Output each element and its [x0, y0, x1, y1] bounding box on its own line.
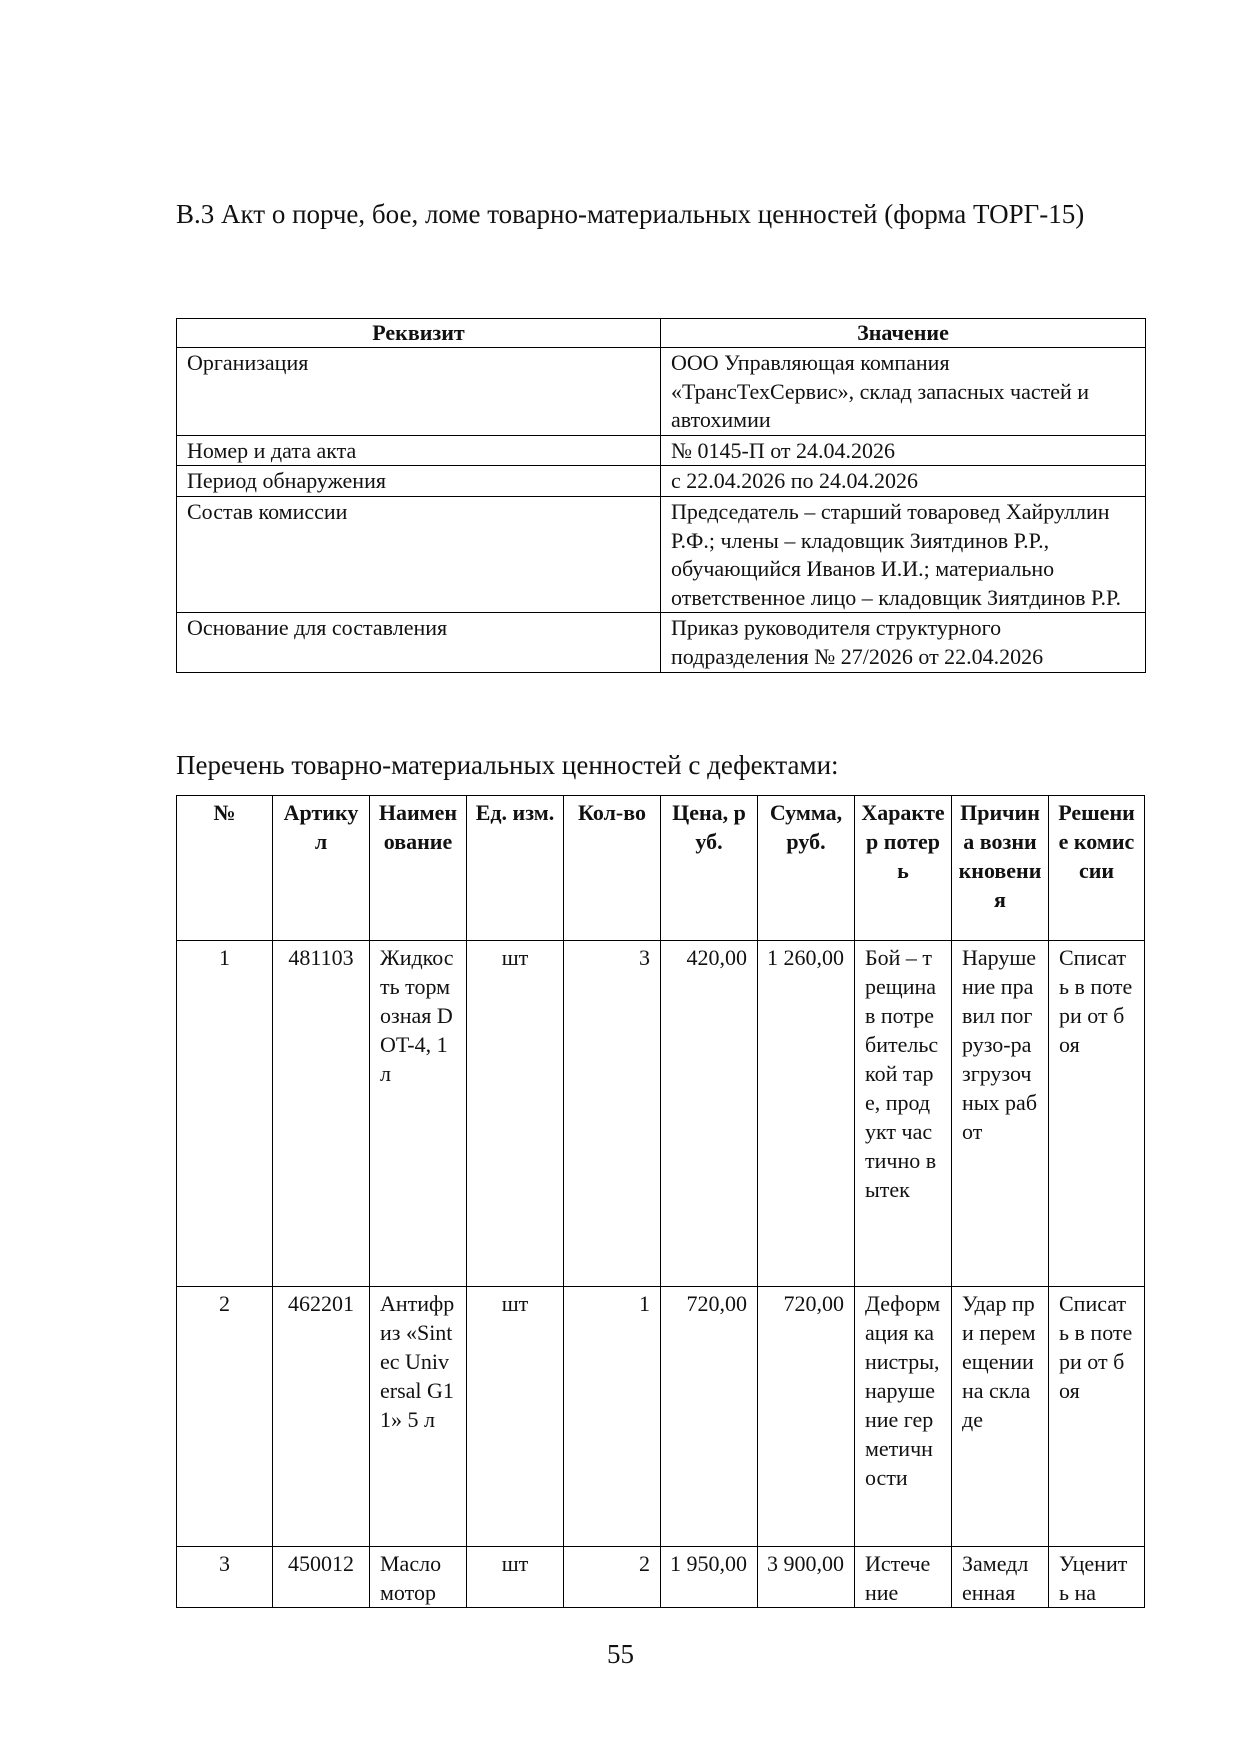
item-number: 3 — [177, 1547, 273, 1608]
table-row — [177, 348, 1146, 436]
item-price: 720,00 — [661, 1287, 758, 1547]
column-header-number: № — [177, 796, 273, 941]
item-article: 450012 — [273, 1547, 370, 1608]
items-list-title: Перечень товарно-материальных ценностей с дефектами: — [176, 750, 839, 780]
item-number: 2 — [177, 1287, 273, 1547]
item-quantity: 1 — [564, 1287, 661, 1547]
table-header-row — [177, 319, 1146, 348]
item-unit: шт — [467, 1287, 564, 1547]
page-number: 55 — [607, 1639, 634, 1669]
item-article: 481103 — [273, 941, 370, 1287]
table-header-row — [177, 796, 1145, 941]
item-price: 1 950,00 — [661, 1547, 758, 1608]
table-row — [177, 1287, 1145, 1547]
item-loss-type: Истечение — [855, 1547, 952, 1608]
item-name: Антифриз «Sintec Universal G11» 5 л — [370, 1287, 467, 1547]
item-name: Жидкость тормозная DOT-4, 1 л — [370, 941, 467, 1287]
table-row — [177, 1547, 1145, 1608]
requisite-value: Председатель – старший товаровед Хайруллин Р.Ф.; члены – кладовщик Зиятдинов Р.Р., обучающийся Иванов И.И.; материально ответственное лицо – кладовщик Зиятдинов Р.Р. — [661, 496, 1146, 612]
item-unit: шт — [467, 1547, 564, 1608]
defective-items-table — [176, 795, 1145, 1608]
column-header-name: Наименование — [370, 796, 467, 941]
column-header-sum: Сумма, руб. — [758, 796, 855, 941]
item-decision: Списать в потери от боя — [1049, 941, 1145, 1287]
column-header-loss-type: Характер потерь — [855, 796, 952, 941]
column-header: Реквизит — [177, 319, 661, 348]
requisite-name: Период обнаружения — [177, 466, 661, 497]
requisite-name: Организация — [177, 348, 661, 436]
column-header-article: Артикул — [273, 796, 370, 941]
column-header-cause: Причина возникновения — [952, 796, 1049, 941]
column-header-unit: Ед. изм. — [467, 796, 564, 941]
requisite-value: с 22.04.2026 по 24.04.2026 — [661, 466, 1146, 497]
table-row — [177, 496, 1146, 612]
column-header-decision: Решение комиссии — [1049, 796, 1145, 941]
item-cause: Удар при перемещении на складе — [952, 1287, 1049, 1547]
requisite-value: № 0145-П от 24.04.2026 — [661, 435, 1146, 466]
item-sum: 3 900,00 — [758, 1547, 855, 1608]
requisite-value: Приказ руководителя структурного подразделения № 27/2026 от 22.04.2026 — [661, 613, 1146, 672]
item-name: Масло мотор — [370, 1547, 467, 1608]
column-header-quantity: Кол-во — [564, 796, 661, 941]
item-sum: 720,00 — [758, 1287, 855, 1547]
item-cause: Замедленная — [952, 1547, 1049, 1608]
requisites-table — [176, 318, 1146, 673]
item-quantity: 3 — [564, 941, 661, 1287]
item-cause: Нарушение правил погрузо-разгрузочных работ — [952, 941, 1049, 1287]
item-decision: Списать в потери от боя — [1049, 1287, 1145, 1547]
item-price: 420,00 — [661, 941, 758, 1287]
item-sum: 1 260,00 — [758, 941, 855, 1287]
item-number: 1 — [177, 941, 273, 1287]
section-heading: В.3 Акт о порче, бое, ломе товарно-материальных ценностей (форма ТОРГ-15) — [176, 199, 1085, 229]
requisite-name: Номер и дата акта — [177, 435, 661, 466]
requisite-value: ООО Управляющая компания «ТрансТехСервис», склад запасных частей и автохимии — [661, 348, 1146, 436]
item-unit: шт — [467, 941, 564, 1287]
column-header: Значение — [661, 319, 1146, 348]
column-header-price: Цена, руб. — [661, 796, 758, 941]
requisite-name: Основание для составления — [177, 613, 661, 672]
item-article: 462201 — [273, 1287, 370, 1547]
table-row — [177, 466, 1146, 497]
item-loss-type: Бой – трещина в потребительской таре, продукт частично вытек — [855, 941, 952, 1287]
item-decision: Уценить на — [1049, 1547, 1145, 1608]
requisite-name: Состав комиссии — [177, 496, 661, 612]
table-row — [177, 941, 1145, 1287]
table-row — [177, 435, 1146, 466]
item-loss-type: Деформация канистры, нарушение герметичности — [855, 1287, 952, 1547]
table-row — [177, 613, 1146, 672]
item-quantity: 2 — [564, 1547, 661, 1608]
